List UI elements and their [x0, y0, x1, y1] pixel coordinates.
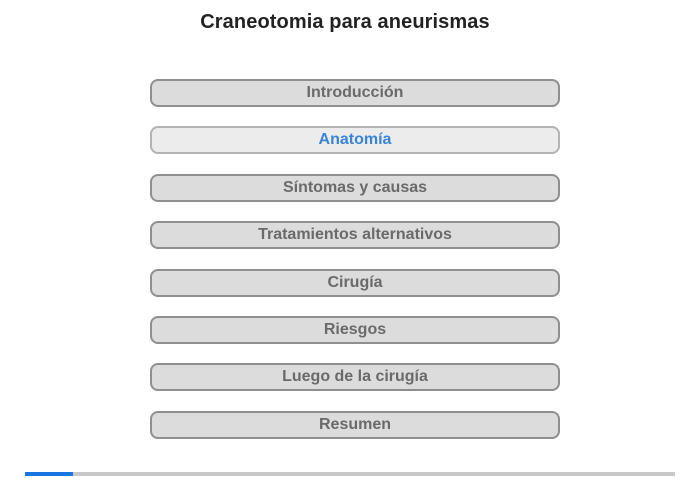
- menu-button-anatomia[interactable]: Anatomía: [150, 126, 560, 154]
- menu-button-cirugia[interactable]: Cirugía: [150, 269, 560, 297]
- progress-bar-fill: [25, 472, 73, 476]
- menu-button-tratamientos-alternativos[interactable]: Tratamientos alternativos: [150, 221, 560, 249]
- page-title: Craneotomia para aneurismas: [200, 11, 490, 33]
- section-menu: [150, 79, 560, 458]
- menu-button-resumen[interactable]: Resumen: [150, 411, 560, 439]
- menu-button-riesgos[interactable]: Riesgos: [150, 316, 560, 344]
- progress-bar: [25, 472, 675, 476]
- menu-button-sintomas-y-causas[interactable]: Síntomas y causas: [150, 174, 560, 202]
- menu-button-introduccion[interactable]: Introducción: [150, 79, 560, 107]
- menu-button-luego-de-la-cirugia[interactable]: Luego de la cirugía: [150, 363, 560, 391]
